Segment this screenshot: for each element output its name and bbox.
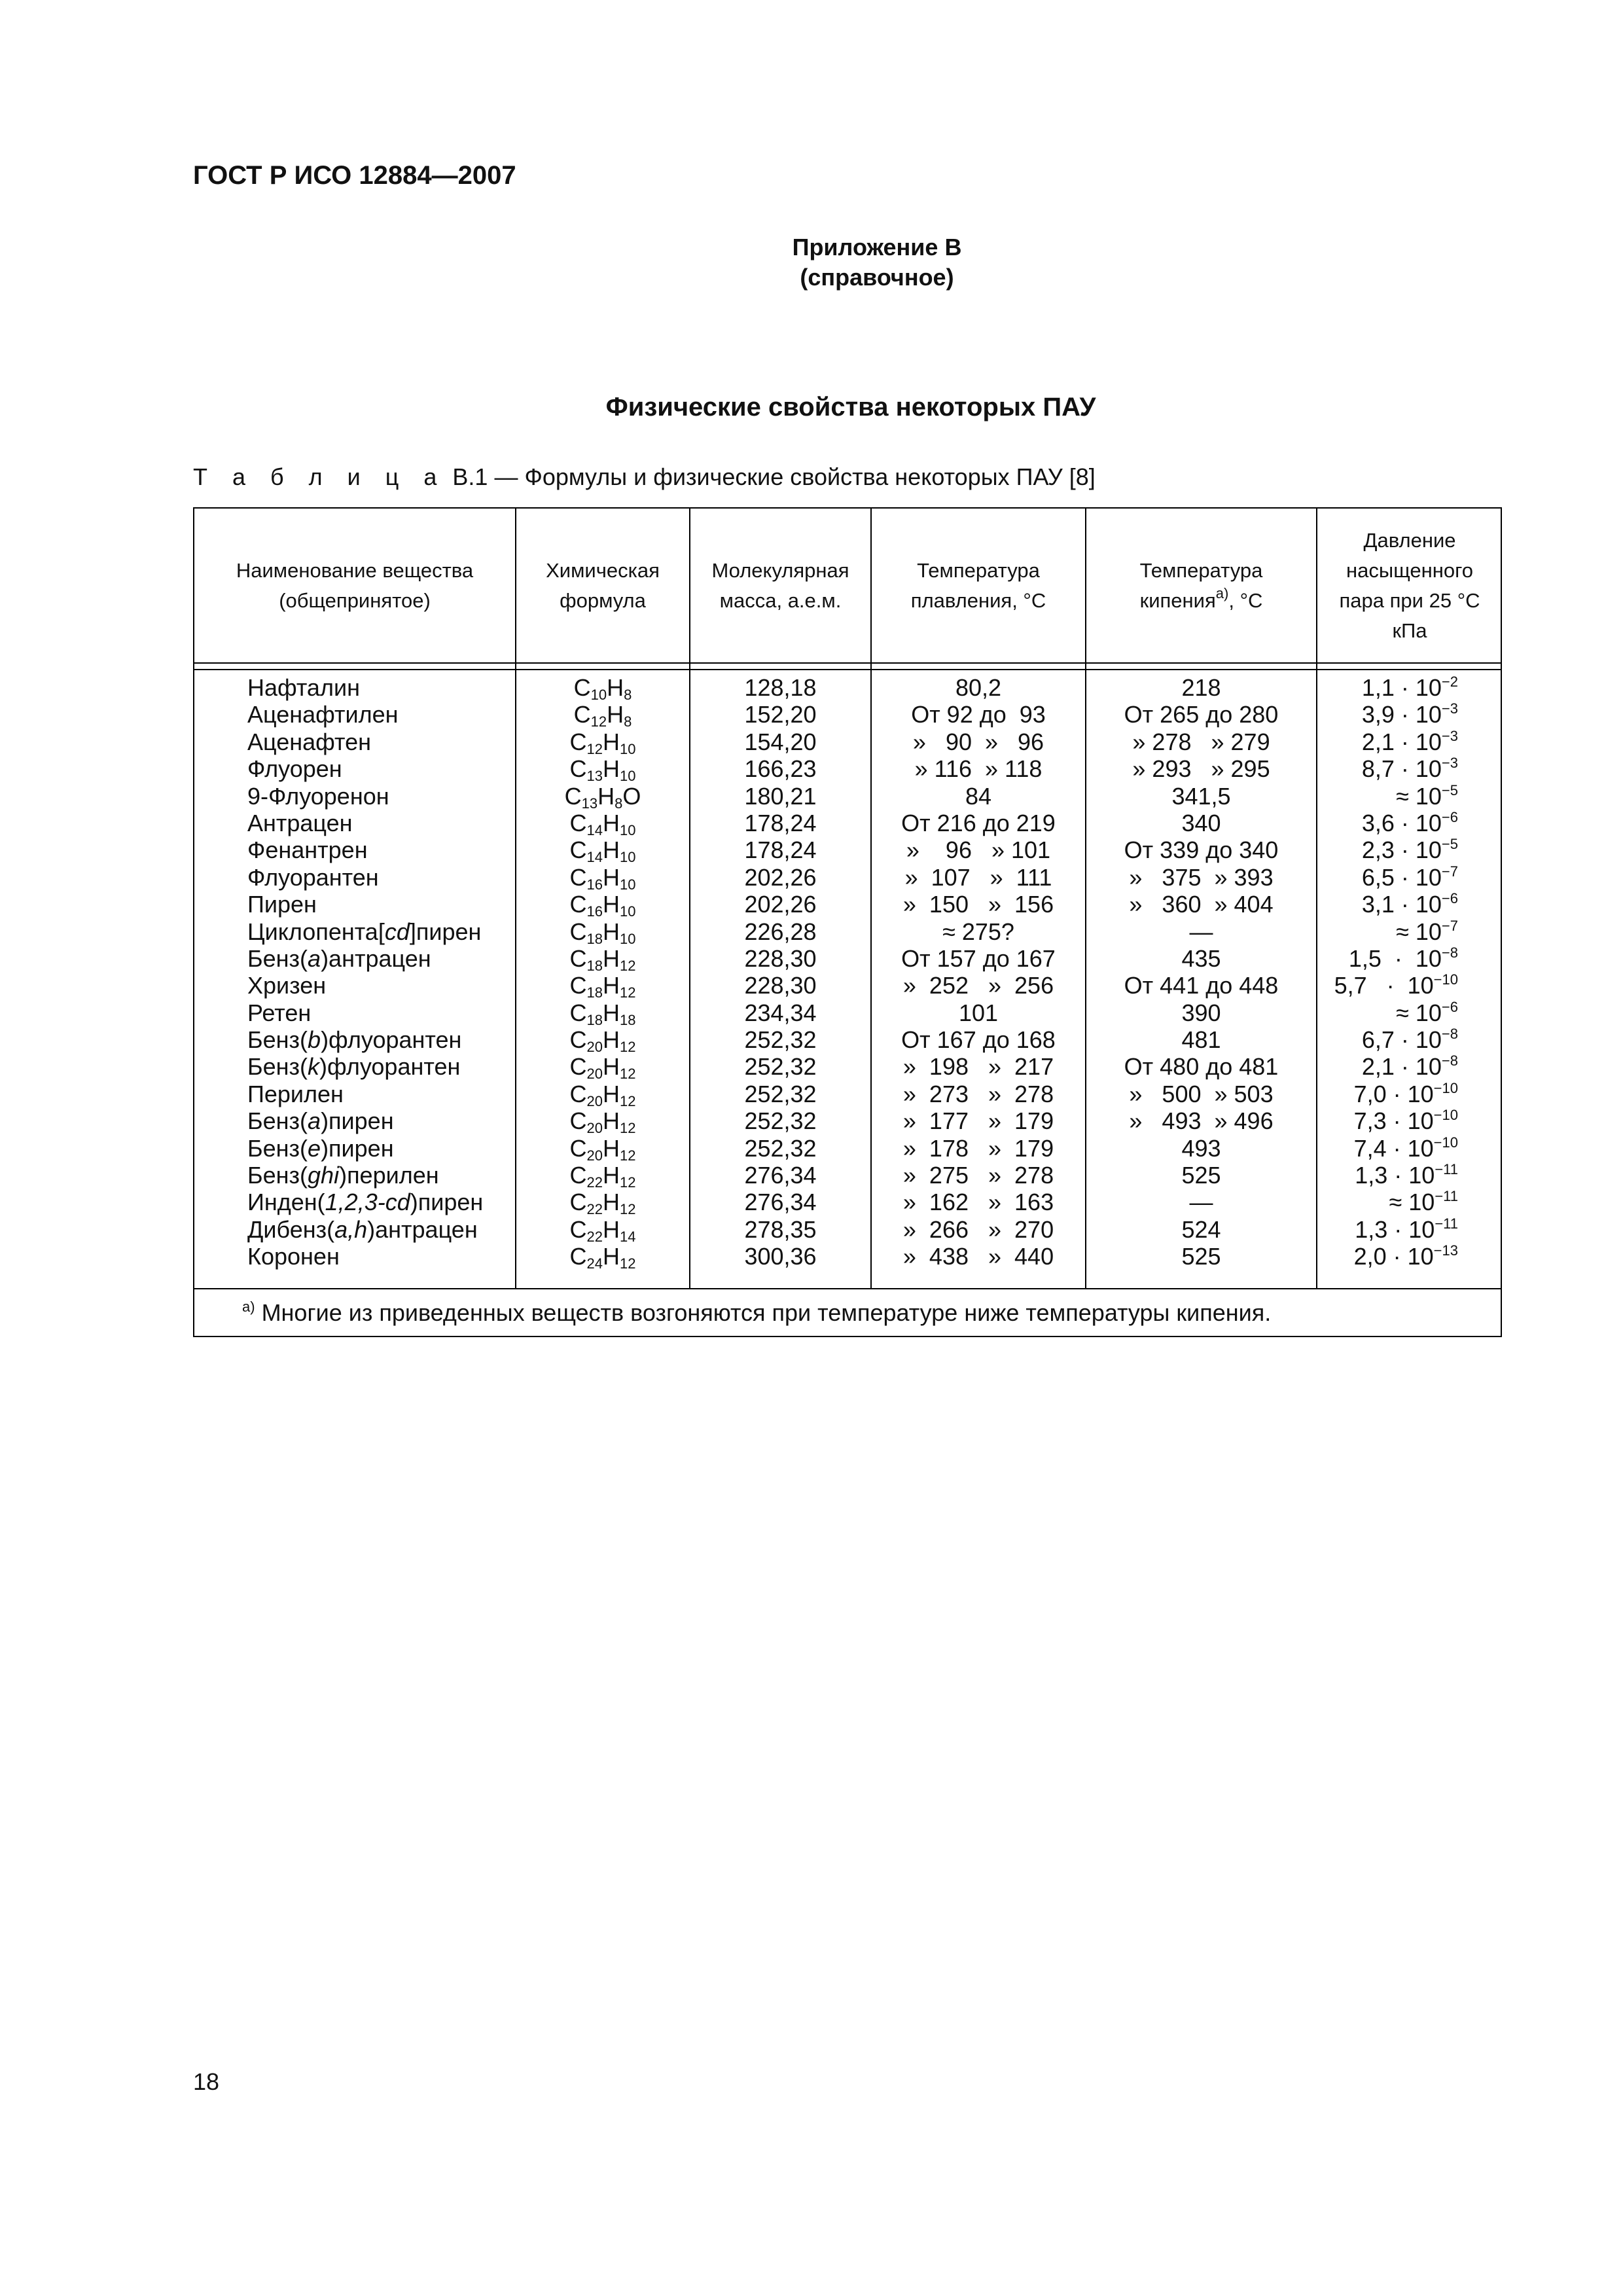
cell-name: Бенз(e)пирен (247, 1134, 394, 1162)
cell-formula: $C_{14}H_{10}$ (569, 836, 636, 866)
footnote (242, 1299, 1271, 1327)
cell-pressure: ≈ $10^{-6}$ (1396, 998, 1458, 1026)
cell-formula: $C_{12}H_8$ (573, 701, 632, 730)
cell-formula: $C_{18}H_{12}$ (569, 944, 636, 974)
cell-mass: 202,26 (744, 863, 817, 891)
cell-formula: $C_{22}H_{14}$ (569, 1215, 636, 1245)
cell-name: Аценафтилен (247, 701, 399, 728)
cell-boil: От 441 до 448 (1124, 972, 1279, 999)
column-formula (516, 674, 689, 1270)
cell-mass: 178,24 (744, 836, 817, 864)
cell-boil: 390 (1181, 999, 1221, 1026)
cell-formula: $C_{20}H_{12}$ (569, 1026, 636, 1056)
cell-boil: 481 (1181, 1026, 1221, 1054)
column-name (247, 674, 515, 1270)
header-name: Наименование вещества (общепринятое) (236, 558, 474, 612)
column-mass (690, 674, 870, 1270)
header-boil (1086, 509, 1316, 662)
standard-code: ГОСТ Р ИСО 12884—2007 (193, 161, 516, 190)
cell-pressure: $2,1 \cdot 10^{-3}$ (1361, 727, 1458, 755)
cell-mass: 180,21 (744, 782, 817, 810)
cell-name: Дибенз(a,h)антрацен (247, 1215, 478, 1243)
header-melt: Температура плавления, °С (910, 558, 1046, 612)
cell-melt: » 116 » 118 (914, 755, 1043, 783)
cell-formula: $C_{24}H_{12}$ (569, 1243, 636, 1272)
section-title: Физические свойства некоторых ПАУ (605, 393, 1096, 422)
cell-boil: 218 (1181, 674, 1221, 701)
header-boil-text: Температура кипения (1139, 558, 1263, 612)
cell-name: Фенантрен (247, 836, 368, 864)
cell-formula: $C_{20}H_{12}$ (569, 1134, 636, 1164)
cell-name: Аценафтен (247, 728, 371, 755)
cell-pressure: $5,7 \cdot 10^{-10}$ (1334, 971, 1458, 999)
cell-name: Ретен (247, 999, 312, 1026)
header-mass: Молекулярная масса, а.е.м. (711, 558, 849, 612)
cell-mass: 228,30 (744, 944, 817, 972)
header-boil-unit: , °С (1228, 588, 1263, 612)
cell-melt: » 177 » 179 (902, 1107, 1054, 1135)
cell-formula: $C_{16}H_{10}$ (569, 891, 636, 920)
cell-mass: 234,34 (744, 999, 817, 1026)
column-boil (1086, 674, 1316, 1270)
cell-mass: 128,18 (744, 674, 817, 701)
cell-boil: » 493 » 496 (1129, 1107, 1274, 1135)
cell-boil: » 500 » 503 (1129, 1080, 1274, 1107)
cell-mass: 202,26 (744, 891, 817, 918)
cell-name: Бенз(ghi)перилен (247, 1162, 439, 1189)
cell-name: Нафталин (247, 674, 360, 701)
cell-boil: — (1189, 918, 1213, 945)
cell-pressure: $8,7 \cdot 10^{-3}$ (1361, 755, 1458, 783)
cell-boil: 435 (1181, 944, 1221, 972)
cell-name: Пирен (247, 891, 317, 918)
cell-melt: От 157 до 167 (901, 944, 1056, 972)
cell-formula: $C_{18}H_{18}$ (569, 999, 636, 1028)
cell-formula: $C_{20}H_{12}$ (569, 1053, 636, 1083)
cell-name: Бенз(a)антрацен (247, 944, 431, 972)
cell-melt: » 198 » 217 (902, 1053, 1054, 1081)
cell-boil: » 278 » 279 (1132, 728, 1270, 755)
cell-name: Бенз(k)флуорантен (247, 1053, 461, 1081)
cell-boil: » 360 » 404 (1129, 891, 1274, 918)
cell-melt: » 150 » 156 (902, 891, 1054, 918)
cell-pressure: ≈ $10^{-5}$ (1396, 781, 1458, 810)
cell-boil: 493 (1181, 1134, 1221, 1162)
cell-formula: $C_{16}H_{10}$ (569, 863, 636, 893)
cell-boil: От 339 до 340 (1124, 836, 1279, 864)
header-divider (193, 662, 1502, 664)
cell-mass: 276,34 (744, 1162, 817, 1189)
cell-mass: 276,34 (744, 1189, 817, 1216)
cell-name: Коронен (247, 1243, 340, 1270)
cell-name: Инден(1,2,3-cd)пирен (247, 1189, 484, 1216)
cell-melt: » 266 » 270 (902, 1215, 1054, 1243)
cell-pressure: ≈ $10^{-7}$ (1396, 917, 1458, 945)
cell-mass: 228,30 (744, 972, 817, 999)
cell-formula: $C_{13}H_8O$ (564, 782, 641, 812)
appendix-title: Приложение В (792, 234, 962, 260)
cell-formula: $C_{22}H_{12}$ (569, 1162, 636, 1191)
cell-formula: $C_{18}H_{10}$ (569, 918, 636, 947)
column-melt (872, 674, 1085, 1270)
footnote-text: Многие из приведенных веществ возгоняются при температуре ниже температуры кипения. (255, 1299, 1272, 1326)
cell-pressure: $3,9 \cdot 10^{-3}$ (1361, 700, 1458, 728)
appendix-type: (справочное) (800, 264, 954, 291)
cell-name: Бенз(b)флуорантен (247, 1026, 462, 1054)
cell-mass: 178,24 (744, 809, 817, 836)
cell-mass: 252,32 (744, 1134, 817, 1162)
cell-mass: 154,20 (744, 728, 817, 755)
cell-melt: » 178 » 179 (902, 1134, 1054, 1162)
cell-mass: 152,20 (744, 701, 817, 728)
cell-formula: $C_{13}H_{10}$ (569, 755, 636, 785)
cell-pressure: $3,1 \cdot 10^{-6}$ (1361, 890, 1458, 918)
cell-melt: » 273 » 278 (902, 1080, 1054, 1107)
cell-boil: От 480 до 481 (1124, 1053, 1279, 1081)
cell-melt: » 96 » 101 (906, 836, 1051, 864)
header-pressure: Давление насыщенного пара при 25 °С кПа (1339, 528, 1480, 642)
cell-boil: » 375 » 393 (1129, 863, 1274, 891)
cell-pressure: $1,1 \cdot 10^{-2}$ (1361, 673, 1458, 701)
cell-pressure: $1,3 \cdot 10^{-11}$ (1355, 1215, 1458, 1243)
column-pressure (1317, 674, 1458, 1270)
cell-melt: » 252 » 256 (902, 972, 1054, 999)
cell-pressure: $3,6 \cdot 10^{-6}$ (1361, 808, 1458, 836)
cell-pressure: $1,5 \cdot 10^{-8}$ (1348, 944, 1458, 972)
cell-melt: 80,2 (955, 674, 1002, 701)
cell-boil: » 293 » 295 (1132, 755, 1270, 783)
table-caption-text: В.1 — Формулы и физические свойства некоторых ПАУ [8] (446, 463, 1096, 490)
cell-name: Флуорантен (247, 863, 379, 891)
cell-boil: 340 (1181, 809, 1221, 836)
header-boil-mark: а) (1215, 584, 1229, 601)
cell-formula: $C_{14}H_{10}$ (569, 809, 636, 838)
cell-boil: 341,5 (1171, 782, 1231, 810)
table-caption (193, 463, 1096, 491)
cell-boil: — (1189, 1189, 1213, 1216)
cell-pressure: $7,0 \cdot 10^{-10}$ (1353, 1079, 1458, 1107)
cell-mass: 252,32 (744, 1053, 817, 1081)
cell-name: Бенз(a)пирен (247, 1107, 394, 1135)
cell-pressure: $2,3 \cdot 10^{-5}$ (1361, 836, 1458, 864)
cell-pressure: $1,3 \cdot 10^{-11}$ (1355, 1161, 1458, 1189)
cell-name: 9-Флуоренон (247, 782, 389, 810)
cell-name: Циклопента[cd]пирен (247, 918, 482, 945)
cell-mass: 252,32 (744, 1026, 817, 1054)
cell-mass: 226,28 (744, 918, 817, 945)
cell-melt: От 167 до 168 (901, 1026, 1056, 1054)
footnote-mark: а) (242, 1299, 255, 1315)
cell-formula: $C_{20}H_{12}$ (569, 1080, 636, 1109)
cell-pressure: $7,4 \cdot 10^{-10}$ (1353, 1134, 1458, 1162)
cell-formula: $C_{20}H_{12}$ (569, 1107, 636, 1137)
cell-mass: 252,32 (744, 1080, 817, 1107)
cell-mass: 278,35 (744, 1215, 817, 1243)
cell-melt: 101 (958, 999, 999, 1026)
cell-boil: 525 (1181, 1162, 1221, 1189)
cell-pressure: ≈ $10^{-11}$ (1389, 1188, 1458, 1216)
cell-pressure: $2,0 \cdot 10^{-13}$ (1353, 1242, 1458, 1270)
cell-mass: 166,23 (744, 755, 817, 783)
cell-name: Флуорен (247, 755, 342, 783)
page-number: 18 (193, 2068, 220, 2095)
cell-pressure: $7,3 \cdot 10^{-10}$ (1353, 1107, 1458, 1135)
header-divider-double (193, 669, 1502, 670)
cell-formula: $C_{10}H_8$ (573, 674, 632, 703)
cell-melt: От 216 до 219 (901, 809, 1056, 836)
cell-melt: ≈ 275? (942, 918, 1014, 945)
cell-melt: » 162 » 163 (902, 1189, 1054, 1216)
cell-pressure: $6,7 \cdot 10^{-8}$ (1361, 1026, 1458, 1054)
cell-melt: » 275 » 278 (902, 1162, 1054, 1189)
cell-pressure: $6,5 \cdot 10^{-7}$ (1361, 863, 1458, 891)
cell-melt: 84 (965, 782, 992, 810)
cell-boil: 525 (1181, 1243, 1221, 1270)
cell-boil: 524 (1181, 1215, 1221, 1243)
cell-boil: От 265 до 280 (1124, 701, 1279, 728)
cell-melt: » 438 » 440 (902, 1243, 1054, 1270)
cell-melt: От 92 до 93 (911, 701, 1046, 728)
header-formula: Химическая формула (546, 558, 660, 612)
cell-name: Перилен (247, 1080, 344, 1107)
cell-formula: $C_{22}H_{12}$ (569, 1189, 636, 1218)
cell-name: Хризен (247, 972, 327, 999)
cell-melt: » 90 » 96 (912, 728, 1044, 755)
cell-mass: 300,36 (744, 1243, 817, 1270)
footnote-divider (193, 1288, 1502, 1289)
cell-pressure: $2,1 \cdot 10^{-8}$ (1361, 1052, 1458, 1081)
cell-formula: $C_{18}H_{12}$ (569, 972, 636, 1001)
cell-mass: 252,32 (744, 1107, 817, 1135)
cell-melt: » 107 » 111 (904, 863, 1052, 891)
table-caption-label: Т а б л и ц а (193, 463, 446, 490)
cell-formula: $C_{12}H_{10}$ (569, 728, 636, 757)
cell-name: Антрацен (247, 809, 353, 836)
